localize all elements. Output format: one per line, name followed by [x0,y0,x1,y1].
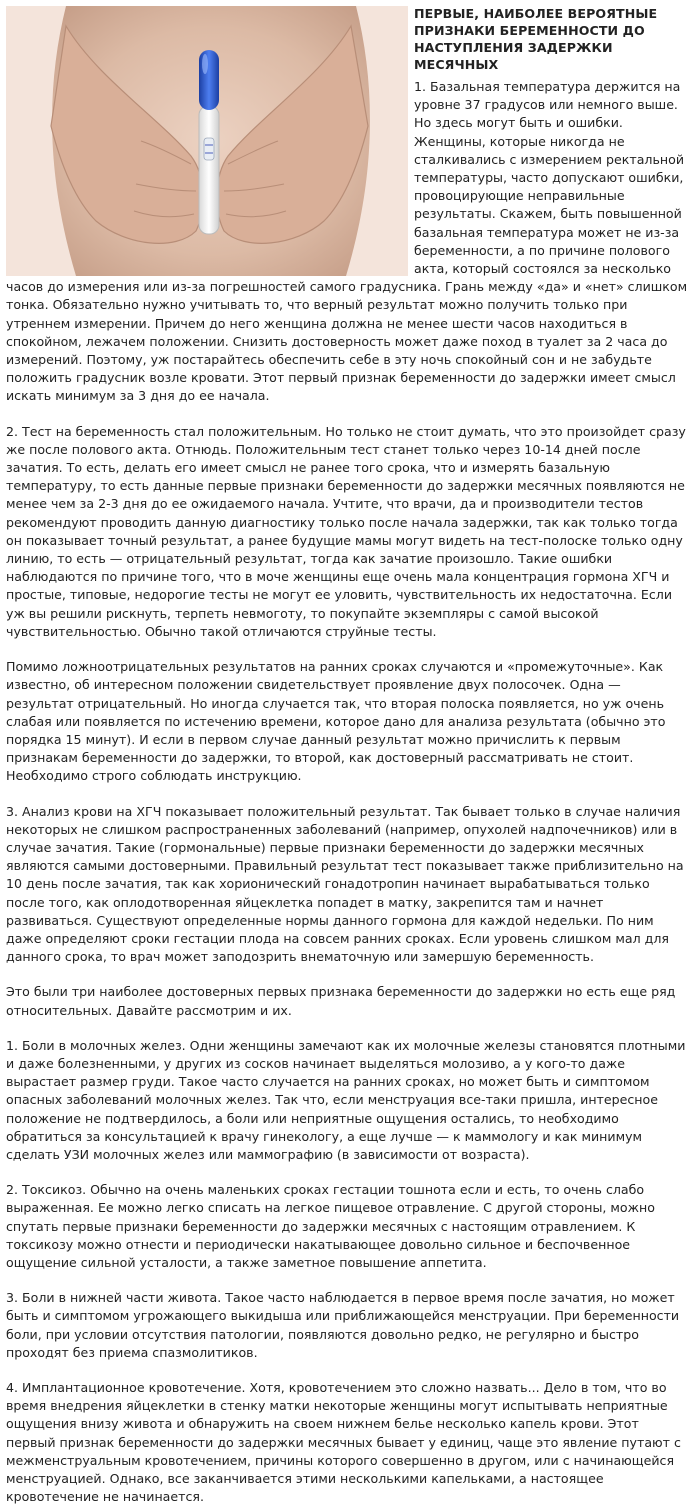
article-body [6,78,692,1506]
paragraph-relative-signs-intro: Это были три наиболее достоверных первых признака беременности до задержки но есть еще ряд относительных. Давайте рассмотрим и их. [6,984,676,1018]
paragraph-toxicosis: 2. Токсикоз. Обычно на очень маленьких сроках гестации тошнота если и есть, то очень слабо выраженная. Ее можно легко списать на легкое пищевое отравление. С другой стороны, можно спутать первые признаки беременности до задержки месячных с настоящим отравлением. К токсикозу можно отнести и периодически накатывающее довольно сильное и беспочвенное ощущение сильной усталости, а также заметное повышение аппетита. [6,1182,655,1270]
paragraph-intermediate-results: Помимо ложноотрицательных результатов на ранних сроках случаются и «промежуточные». Как известно, об интересном положении свидетельствует проявление двух полосочек. Одна — результат отрицательный. Но иногда случается так, что вторая полоска появляется, но уж очень слабая или появляется по истечению времени, которое дано для анализа результата (обычно это порядка 15 минут). И если в первом случае данный результат можно причислить к первым признакам беременности до задержки, то второй, как достоверный рассматривать не стоит. Необходимо строго соблюдать инструкцию. [6,659,666,784]
paragraph-lower-abdomen-pain: 3. Боли в нижней части живота. Такое часто наблюдается в первое время после зачатия, но может быть и симптомом угрожающего выкидыша или приближающейся менструации. При беременности боли, при условии отсутствия патологии, появляются довольно редко, не регулярно и быстро проходят без приема спазмолитиков. [6,1290,680,1360]
image-wrap-spacer [6,78,414,278]
paragraph-implantation-bleeding: 4. Имплантационное кровотечение. Хотя, кровотечением это сложно назвать... Дело в том, что во время внедрения яйцеклетки в стенку матки некоторые женщины могут испытывать неприятные ощущения внизу живота и обнаружить на своем нижнем белье несколько капель крови. Этот первый признак беременности до задержки месячных бывает у единиц, чаще это явление путают с межменструальным кровотечением, причины которого совершенно в другом, или с начинающейся менструацией. Однако, все заканчивается этими несколькими капельками, а настоящее кровотечение не начинается. [6,1380,681,1505]
paragraph-basal-temperature: 1. Базальная температура держится на уровне 37 градусов или немного выше. Но здесь могут быть и ошибки. Женщины, которые никогда не сталкивались с измерением ректальной температуры, часто допускают ошибки, провоцирующие неправильные результаты. Скажем, быть повышенной базальная температура может не из-за беременности, а по причине полового акта, который состоялся за несколько часов до измерения или из-за погрешностей самого градусника. Грань между «да» и «нет» слишком тонка. Обязательно нужно учитывать то, что верный результат можно получить только при утреннем измерении. Причем до него женщина должна не менее шести часов находиться в спокойном, лежачем положении. Снизить достоверность может даже поход в туалет за 2 часа до измерений. Поэтому, уж постарайтесь обеспечить себе в эту ночь спокойный сон и не забудьте положить градусник возле кровати. Этот первый признак беременности до задержки имеет смысл искать минимум за 3 дня до ее начала. [6,79,688,404]
article-title: ПЕРВЫЕ, НАИБОЛЕЕ ВЕРОЯТНЫЕ ПРИЗНАКИ БЕРЕМЕННОСТИ ДО НАСТУПЛЕНИЯ ЗАДЕРЖКИ МЕСЯЧНЫХ [414,6,658,72]
paragraph-hcg-blood-test: 3. Анализ крови на ХГЧ показывает положительный результат. Так бывает только в случае наличия некоторых не слишком распространенных заболеваний (например, опухолей надпочечников) или в случае зачатия. Такие (гормональные) первые признаки беременности до задержки месячных являются самыми достоверными. Правильный результат тест показывает также приблизительно на 10 день после зачатия, так как хорионический гонадотропин начинает вырабатываться только после того, как оплодотворенная яйцеклетка попадет в матку, закрепится там и начнет развиваться. Существуют определенные нормы данного гормона для каждой недельки. По ним даже определяют сроки гестации плода на совсем ранних сроках. Если уровень слишком мал для данного срока, то врач может заподозрить внематочную или замершую беременность. [6,803,684,965]
paragraph-pregnancy-test: 2. Тест на беременность стал положительным. Но только не стоит думать, что это произойдет сразу же после полового акта. Отнюдь. Положительным тест станет только через 10-14 дней после зачатия. То есть, делать его имеет смысл не ранее того срока, что и измерять базальную температуру, то есть данные первые признаки беременности до задержки месячных появляются не менее чем за 2-3 дня до ее ожидаемого начала. Учтите, что врачи, да и производители тестов рекомендуют проводить данную диагностику только после начала задержки, так как только тогда он показывает точный результат, а ранее будущие мамы могут видеть на тест-полоске только одну линию, то есть — отрицательный результат, тогда как зачатие произошло. Такие ошибки наблюдаются по причине того, что в моче женщины еще очень мала концентрация гормона ХГЧ и простые, типовые, недорогие тесты не могут ее уловить, чувствительность их недостаточна. Если уж вы решили рискнуть, терпеть невмоготу, то покупайте экземпляры с самой высокой чувствительностью. Обычно такой отличаются струйные тесты. [6,423,686,639]
paragraph-breast-pain: 1. Боли в молочных желез. Одни женщины замечают как их молочные железы становятся плотными и даже болезненными, у других из сосков начинает выделяться молозиво, а у кого-то даже вырастает размер груди. Такое часто случается на ранних сроках, но может быть и симптомом опасных заболеваний молочных желез. Так что, если менструация все-таки пришла, интересное положение не подтвердилось, а боли или неприятные ощущения остались, то необходимо обратиться за консультацией к врачу гинекологу, а еще лучше — к маммологу и как минимум сделать УЗИ молочных желез или маммографию (в зависимости от возраста). [6,1037,686,1162]
